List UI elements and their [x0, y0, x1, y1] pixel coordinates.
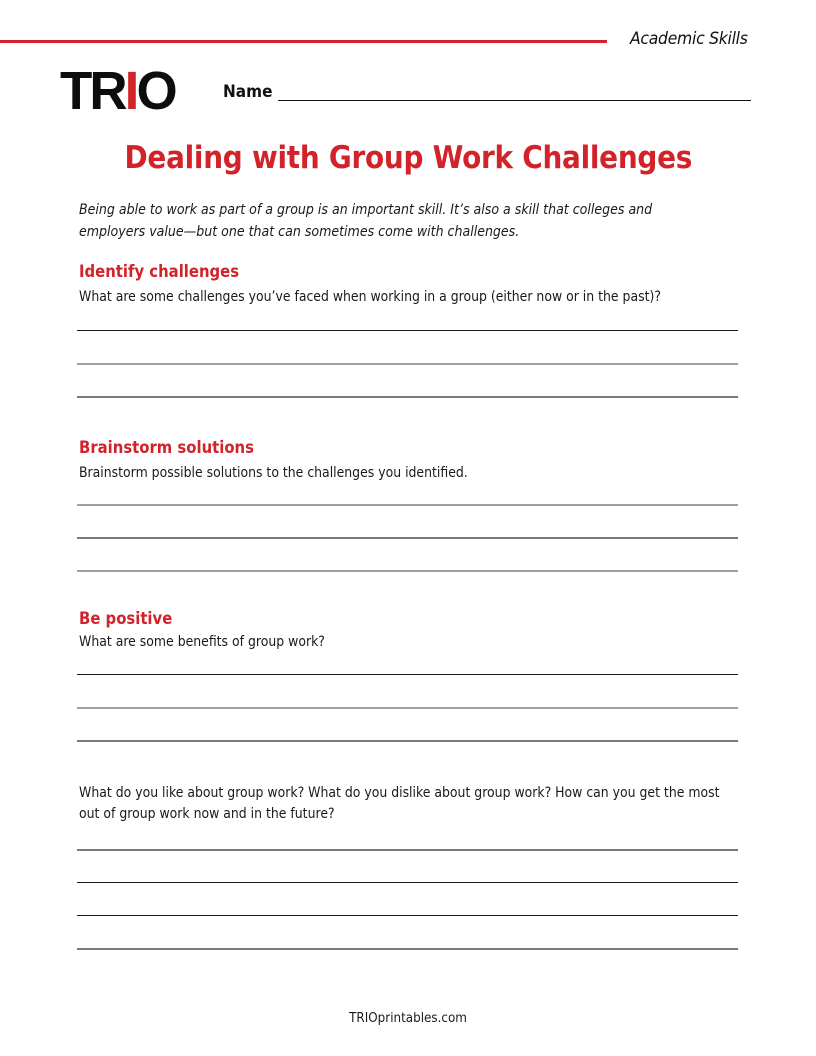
answer-line[interactable] — [77, 570, 738, 572]
answer-line[interactable] — [77, 740, 738, 742]
intro-text: Being able to work as part of a group is an important skill. It’s also a skill that colleges and employers value—but one that can sometimes come with challenges. — [79, 202, 653, 240]
header-rule — [0, 40, 607, 43]
name-label: Name — [223, 82, 273, 102]
footer — [0, 1011, 816, 1026]
footer-site: TRIOprintables.com — [349, 1011, 467, 1026]
answer-line[interactable] — [77, 707, 738, 709]
logo-i: I — [124, 61, 137, 121]
answer-line[interactable] — [77, 948, 738, 950]
category-label: Academic Skills — [630, 29, 748, 49]
section-heading-be-positive: Be positive — [79, 609, 173, 628]
section-prompt-brainstorm-solutions: Brainstorm possible solutions to the challenges you identified. — [79, 465, 468, 481]
answer-line[interactable] — [77, 537, 738, 539]
name-field[interactable] — [278, 100, 751, 101]
section-prompt-be-positive: What are some benefits of group work? — [79, 634, 325, 650]
section-prompt-identify-challenges: What are some challenges you’ve faced when working in a group (either now or in the past)? — [79, 289, 661, 305]
section-prompt-reflection: What do you like about group work? What do you dislike about group work? How can you get the most out of group work now and in the future? — [79, 785, 720, 822]
answer-line[interactable] — [77, 915, 738, 916]
answer-line[interactable] — [77, 882, 738, 883]
logo-o: O — [136, 61, 175, 121]
page-title-text: Dealing with Group Work Challenges — [124, 140, 692, 176]
page-title — [0, 140, 816, 176]
answer-line[interactable] — [77, 504, 738, 506]
trio-logo — [60, 61, 175, 121]
answer-line[interactable] — [77, 363, 738, 365]
answer-line[interactable] — [77, 330, 738, 331]
section-heading-brainstorm-solutions: Brainstorm solutions — [79, 438, 254, 457]
section-heading-identify-challenges: Identify challenges — [79, 262, 240, 281]
answer-line[interactable] — [77, 674, 738, 675]
answer-line[interactable] — [77, 396, 738, 398]
logo-tr: TR — [60, 61, 125, 121]
answer-line[interactable] — [77, 849, 738, 851]
